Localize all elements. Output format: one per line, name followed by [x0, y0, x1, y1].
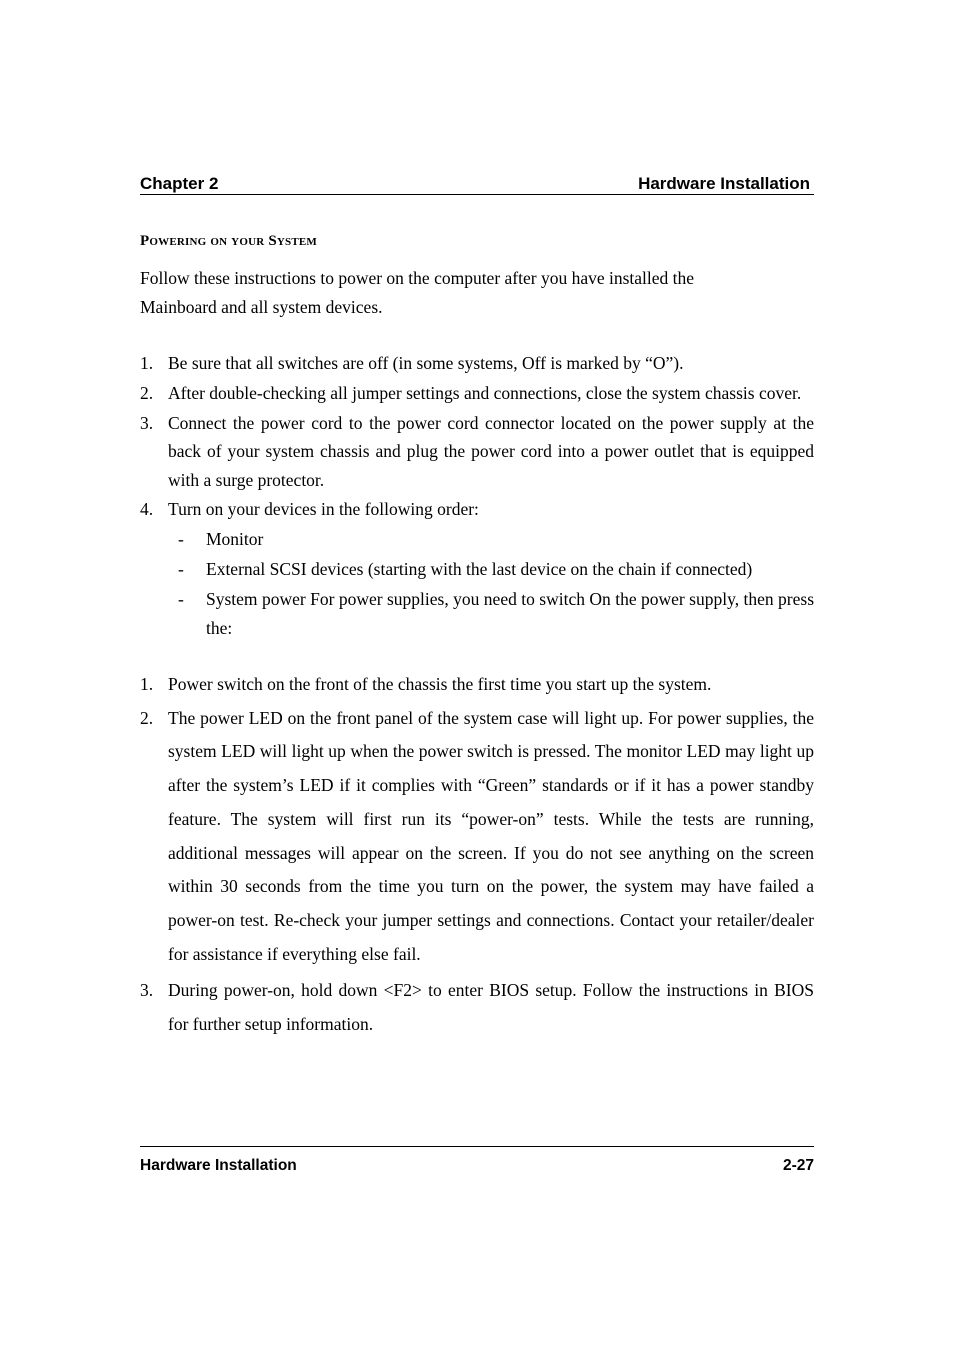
item-text: Connect the power cord to the power cord connector located on the power supply at the back of your system chassis and plug the power cord into a power outlet that is equipped with a surge protector.: [168, 412, 814, 490]
item-number: 4.: [140, 499, 154, 519]
page-number: 2-27: [782, 1157, 814, 1174]
item-text: After double-checking all jumper settings and connections, close the system chassis cover.: [168, 383, 802, 403]
list-item: [140, 379, 814, 408]
dash-marker: -: [178, 589, 184, 609]
item-number: 3.: [140, 979, 154, 1000]
intro-line: Mainboard and all system devices.: [140, 296, 383, 317]
item-text: During power-on, hold down <F2> to enter BIOS setup. Follow the instructions in BIOS for further setup information.: [168, 979, 814, 1034]
setup-steps-list: [140, 349, 814, 642]
item-number: 2.: [140, 707, 154, 728]
intro-paragraph: [140, 264, 814, 321]
item-number: 1.: [140, 674, 154, 694]
header-title: Hardware Installation: [638, 174, 810, 193]
power-steps-list: [140, 670, 814, 1041]
item-text: Monitor: [206, 529, 264, 549]
list-item: [140, 349, 814, 378]
list-item: [178, 585, 814, 642]
item-text: The power LED on the front panel of the system case will light up. For power supplies, the system LED will light up when the power switch is pressed. The monitor LED may light up after the system’s LED if it complies with “Green” standards or if it has a power standby feature. The system will first run its “power-on” tests. While the tests are running, additional messages will appear on the screen. If you do not see anything on the screen within 30 seconds from the time you turn on the power, the system may have failed a power-on test. Re-check your jumper settings and connections. Contact your retailer/dealer for assistance if everything else fail.: [168, 707, 814, 965]
footer-title: Hardware Installation: [140, 1157, 297, 1174]
list-item: [140, 670, 814, 699]
item-text: Turn on your devices in the following order:: [168, 499, 479, 519]
device-order-list: [140, 525, 814, 642]
item-number: 3.: [140, 412, 154, 433]
list-item: [178, 525, 814, 554]
item-text: Be sure that all switches are off (in some systems, Off is marked by “O”).: [168, 353, 684, 373]
item-text: System power For power supplies, you need to switch On the power supply, then press the:: [206, 589, 814, 638]
intro-line: Follow these instructions to power on the computer after you have installed the: [140, 268, 695, 288]
list-item: [140, 495, 814, 524]
list-item: [140, 973, 814, 1041]
item-text: External SCSI devices (starting with the last device on the chain if connected): [206, 559, 753, 579]
item-number: 2.: [140, 383, 154, 403]
page-footer: [140, 1146, 814, 1174]
list-item: [178, 555, 814, 584]
item-text: Power switch on the front of the chassis the first time you start up the system.: [168, 674, 712, 694]
list-item: [140, 702, 814, 972]
page-header: [140, 172, 814, 195]
chapter-label: Chapter 2: [140, 174, 219, 193]
list-item: [140, 409, 814, 495]
dash-marker: -: [178, 559, 184, 579]
dash-marker: -: [178, 529, 184, 549]
section-title: Powering on your System: [140, 233, 317, 249]
item-number: 1.: [140, 353, 154, 373]
